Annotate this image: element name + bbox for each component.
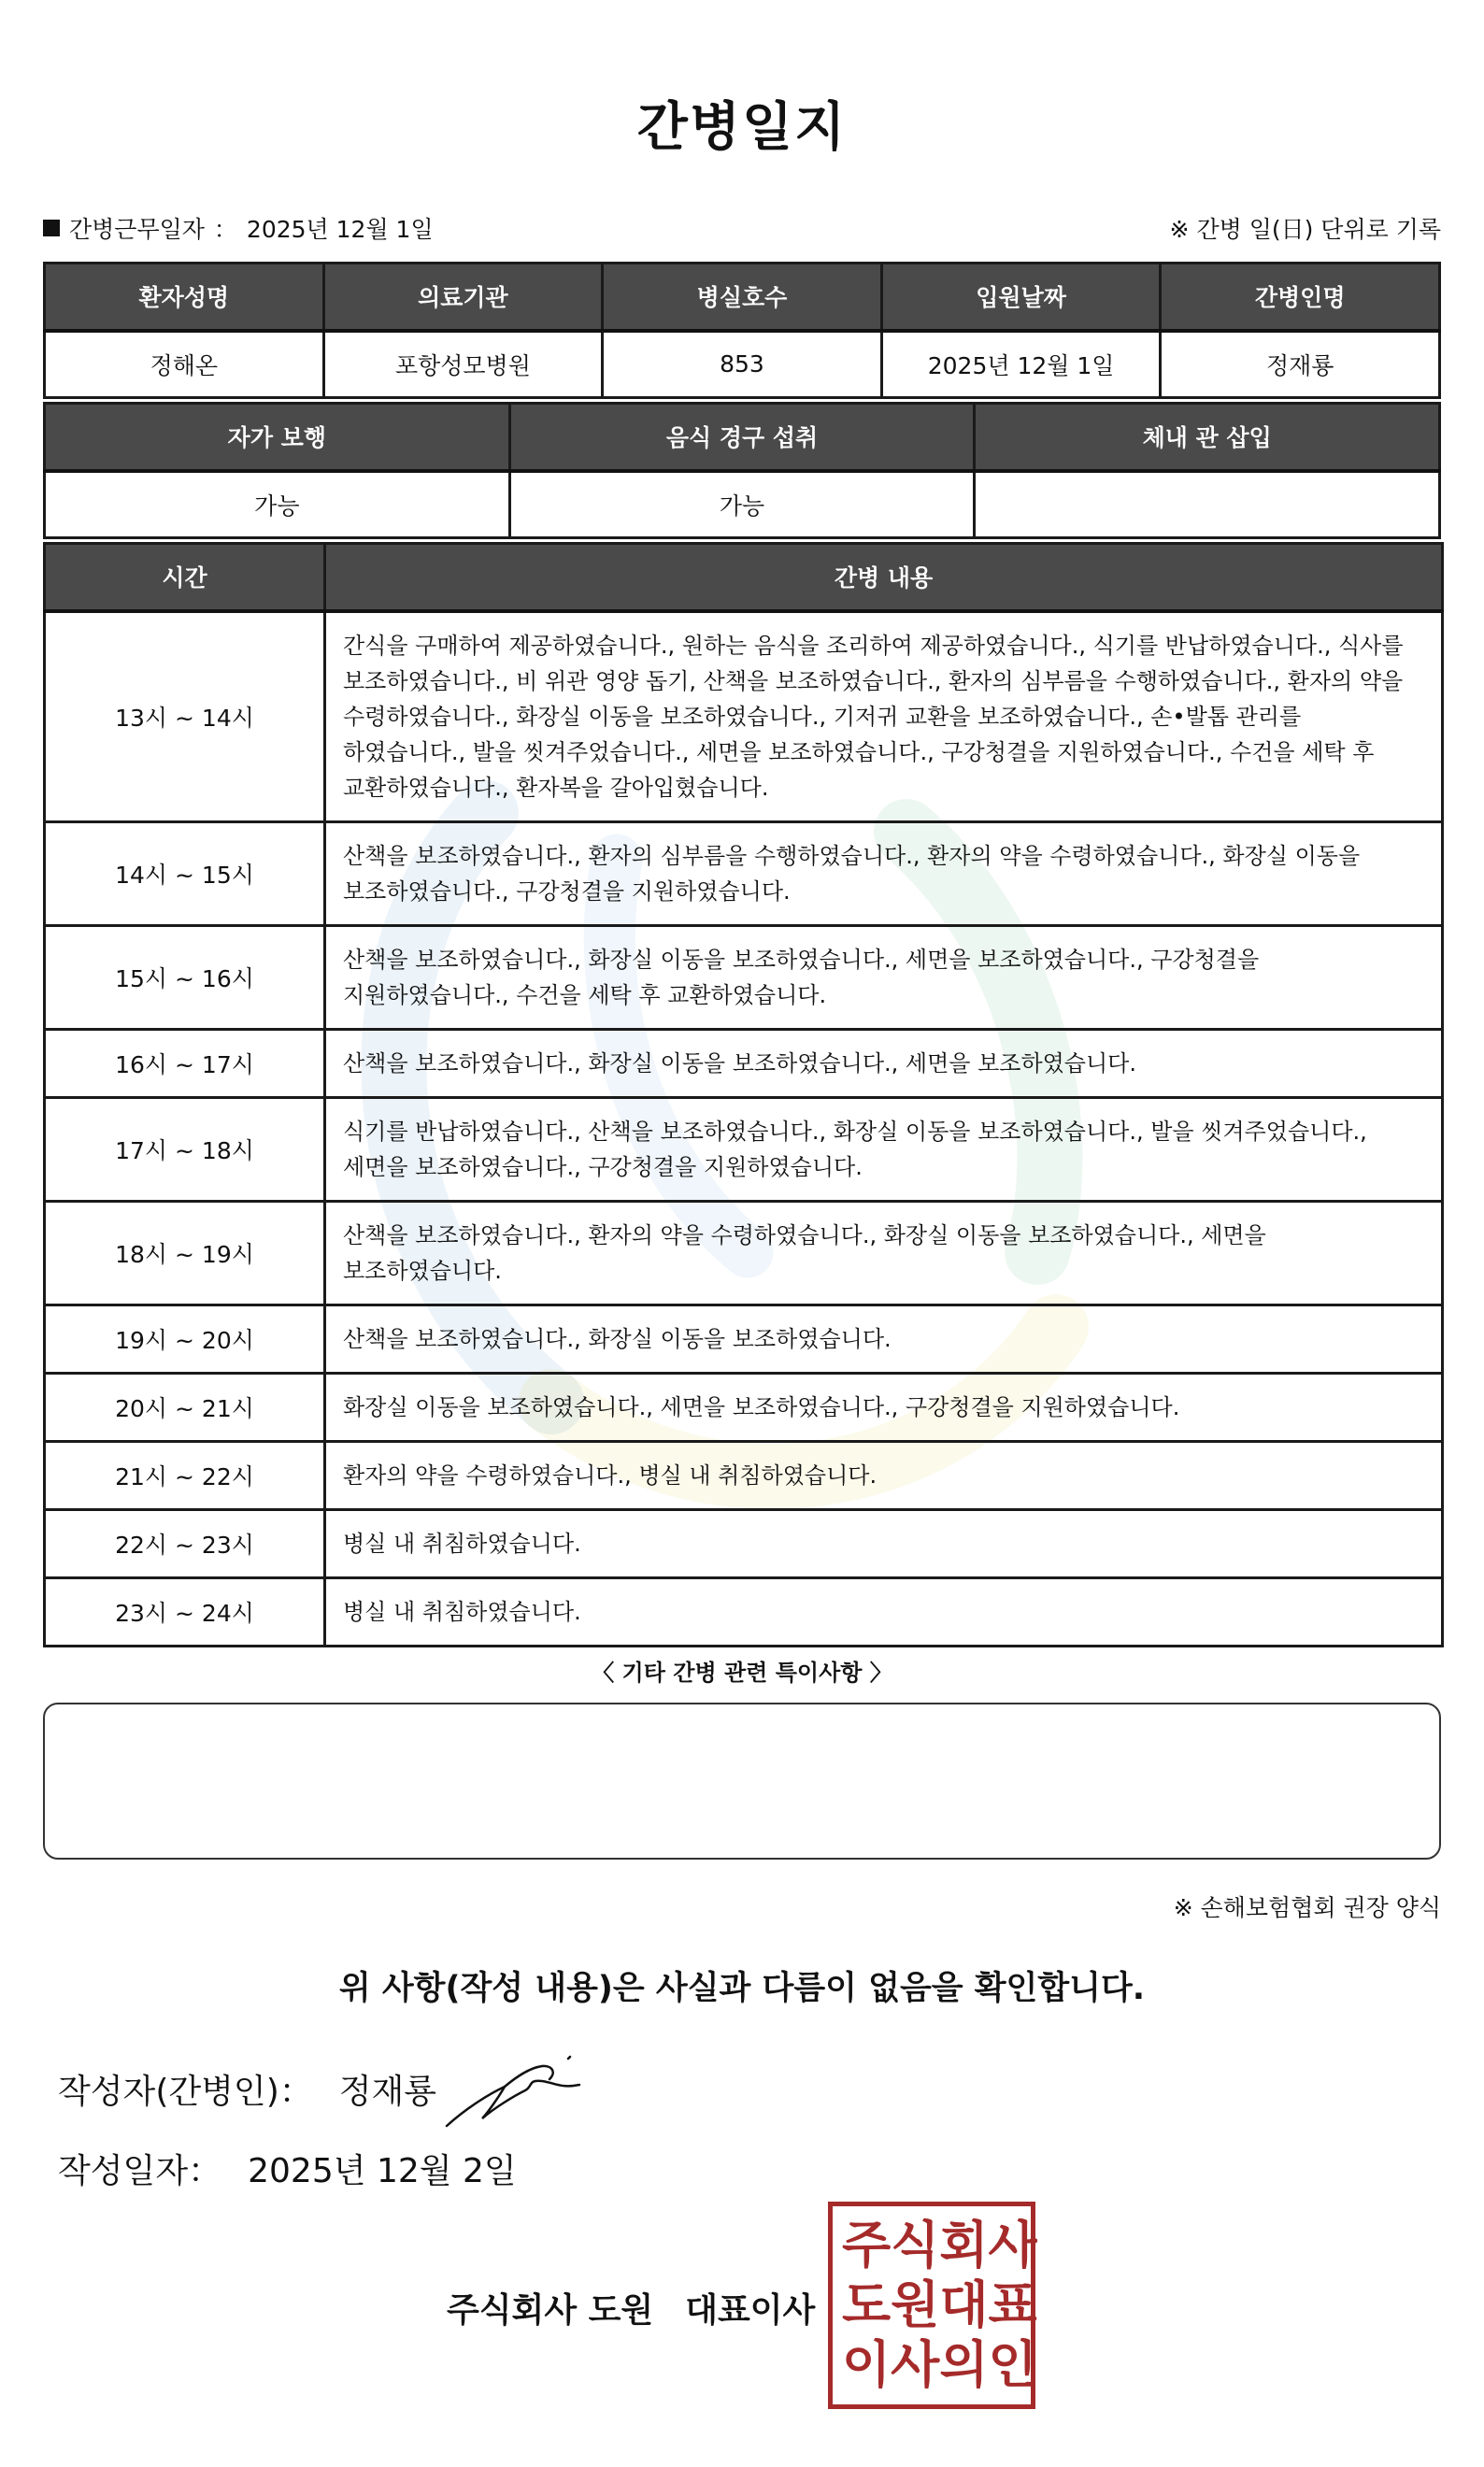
notes-box[interactable] [43, 1703, 1441, 1860]
time-slot: 15시 ~ 16시 [45, 926, 325, 1030]
seal-char: 표 [988, 2275, 1037, 2334]
header-time: 시간 [45, 544, 325, 611]
care-content: 산책을 보조하였습니다., 화장실 이동을 보조하였습니다. [325, 1305, 1443, 1374]
writer-line [58, 2065, 436, 2113]
work-date-value: 2025년 12월 1일 [246, 216, 434, 243]
table-row [45, 1510, 1443, 1578]
care-content: 산책을 보조하였습니다., 화장실 이동을 보조하였습니다., 세면을 보조하였습니다., 구강청결을 지원하였습니다., 수건을 세탁 후 교환하였습니다. [325, 926, 1443, 1030]
work-date-separator: ： [213, 216, 237, 243]
seal-char: 인 [988, 2335, 1037, 2394]
table-row [45, 1098, 1443, 1202]
care-content: 산책을 보조하였습니다., 환자의 심부름을 수행하였습니다., 환자의 약을 수령하였습니다., 화장실 이동을 보조하였습니다., 구강청결을 지원하였습니다. [325, 822, 1443, 926]
care-content: 산책을 보조하였습니다., 화장실 이동을 보조하였습니다., 세면을 보조하였습니다. [325, 1030, 1443, 1098]
written-date-label: 작성일자： [58, 2152, 222, 2190]
seal-char: 의 [939, 2335, 989, 2394]
written-date-line [58, 2145, 517, 2192]
recommend-note: ※ 손해보험협회 권장 양식 [1173, 1894, 1441, 1921]
writer-name: 정재룡 [338, 2073, 437, 2111]
header-self-walking: 자가 보행 [45, 404, 510, 471]
care-content: 산책을 보조하였습니다., 환자의 약을 수령하였습니다., 화장실 이동을 보조하였습니다., 세면을 보조하였습니다. [325, 1202, 1443, 1305]
company-line [447, 2284, 815, 2332]
table-row [45, 1305, 1443, 1374]
company-name: 주식회사 도원 [447, 2291, 654, 2330]
seal-char: 이 [842, 2335, 892, 2394]
status-header-row [45, 404, 1440, 471]
seal-char: 사 [988, 2216, 1037, 2274]
writer-label: 작성자(간병인)： [58, 2073, 313, 2111]
signature [439, 2042, 589, 2135]
header-admission-date: 입원날짜 [881, 264, 1161, 331]
patient-status-table [43, 402, 1441, 539]
care-content: 병실 내 취침하였습니다. [325, 1578, 1443, 1647]
table-row [45, 1374, 1443, 1442]
care-content: 병실 내 취침하였습니다. [325, 1510, 1443, 1578]
confirmation-statement: 위 사항(작성 내용)은 사실과 다름이 없음을 확인합니다. [338, 1970, 1146, 2007]
care-content: 식기를 반납하였습니다., 산책을 보조하였습니다., 화장실 이동을 보조하였습니다., 발을 씻겨주었습니다., 세면을 보조하였습니다., 구강청결을 지원하였습니다. [325, 1098, 1443, 1202]
header-room-number: 병실호수 [603, 264, 882, 331]
time-slot: 23시 ~ 24시 [45, 1578, 325, 1647]
seal-char: 대 [939, 2275, 989, 2334]
patient-info-table [43, 262, 1441, 399]
patient-name: 정해온 [45, 331, 324, 398]
care-content: 화장실 이동을 보조하였습니다., 세면을 보조하였습니다., 구강청결을 지원하였습니다. [325, 1374, 1443, 1442]
header-care-content: 간병 내용 [325, 544, 1443, 611]
time-slot: 19시 ~ 20시 [45, 1305, 325, 1374]
header-oral-intake: 음식 경구 섭취 [509, 404, 975, 471]
seal-char: 주 [842, 2216, 892, 2274]
header-hospital: 의료기관 [323, 264, 603, 331]
tube-insertion-value [975, 471, 1440, 538]
time-slot: 14시 ~ 15시 [45, 822, 325, 926]
care-content: 환자의 약을 수령하였습니다., 병실 내 취침하였습니다. [325, 1442, 1443, 1510]
page-title: 간병일지 [636, 97, 848, 158]
seal-char: 사 [891, 2335, 940, 2394]
caregiver-name: 정재룡 [1161, 331, 1440, 398]
care-log-table [43, 542, 1444, 1647]
table-row [45, 1030, 1443, 1098]
written-date-value: 2025년 12월 2일 [248, 2152, 517, 2190]
status-value-row [45, 471, 1440, 538]
care-content: 간식을 구매하여 제공하였습니다., 원하는 음식을 조리하여 제공하였습니다., 식기를 반납하였습니다., 식사를 보조하였습니다., 비 위관 영양 돕기, 산책을 보조하였습니다., 환자의 심부름을 수행하였습니다., 환자의 약을 수령하였습니다., 화장실 이동을 보조하였습니다., 기저귀 교환을 보조하였습니다., 손•발톱 관리를 하였습니다., 발을 씻겨주었습니다., 세면을 보조하였습니다., 구강청결을 지원하였습니다., 수건을 세탁 후 교환하였습니다., 환자복을 갈아입혔습니다. [325, 611, 1443, 822]
seal-char: 도 [842, 2275, 892, 2334]
time-slot: 22시 ~ 23시 [45, 1510, 325, 1578]
care-log-header-row [45, 544, 1443, 611]
header-patient-name: 환자성명 [45, 264, 324, 331]
seal-char: 원 [891, 2275, 940, 2334]
table-row [45, 1442, 1443, 1510]
header-tube-insertion: 체내 관 삽입 [975, 404, 1440, 471]
table-row [45, 611, 1443, 822]
admission-date: 2025년 12월 1일 [881, 331, 1161, 398]
time-slot: 21시 ~ 22시 [45, 1442, 325, 1510]
work-date-line [43, 211, 434, 245]
company-seal-stamp [828, 2202, 1035, 2409]
work-date-label: 간병근무일자 [69, 216, 205, 243]
square-bullet-icon [43, 220, 60, 236]
seal-char: 회 [939, 2216, 989, 2274]
table-row [45, 1578, 1443, 1647]
company-title: 대표이사 [685, 2291, 816, 2330]
time-slot: 17시 ~ 18시 [45, 1098, 325, 1202]
time-slot: 20시 ~ 21시 [45, 1374, 325, 1442]
time-slot: 13시 ~ 14시 [45, 611, 325, 822]
time-slot: 16시 ~ 17시 [45, 1030, 325, 1098]
record-unit-note: ※ 간병 일(日) 단위로 기록 [1169, 216, 1441, 243]
room-number: 853 [603, 331, 882, 398]
time-slot: 18시 ~ 19시 [45, 1202, 325, 1305]
seal-char: 식 [891, 2216, 940, 2274]
table-row [45, 822, 1443, 926]
self-walking-value: 가능 [45, 471, 510, 538]
patient-info-header-row [45, 264, 1440, 331]
notes-title: 〈 기타 간병 관련 특이사항 〉 [592, 1660, 892, 1686]
oral-intake-value: 가능 [509, 471, 975, 538]
hospital-name: 포항성모병원 [323, 331, 603, 398]
patient-info-value-row [45, 331, 1440, 398]
table-row [45, 926, 1443, 1030]
table-row [45, 1202, 1443, 1305]
header-caregiver-name: 간병인명 [1161, 264, 1440, 331]
